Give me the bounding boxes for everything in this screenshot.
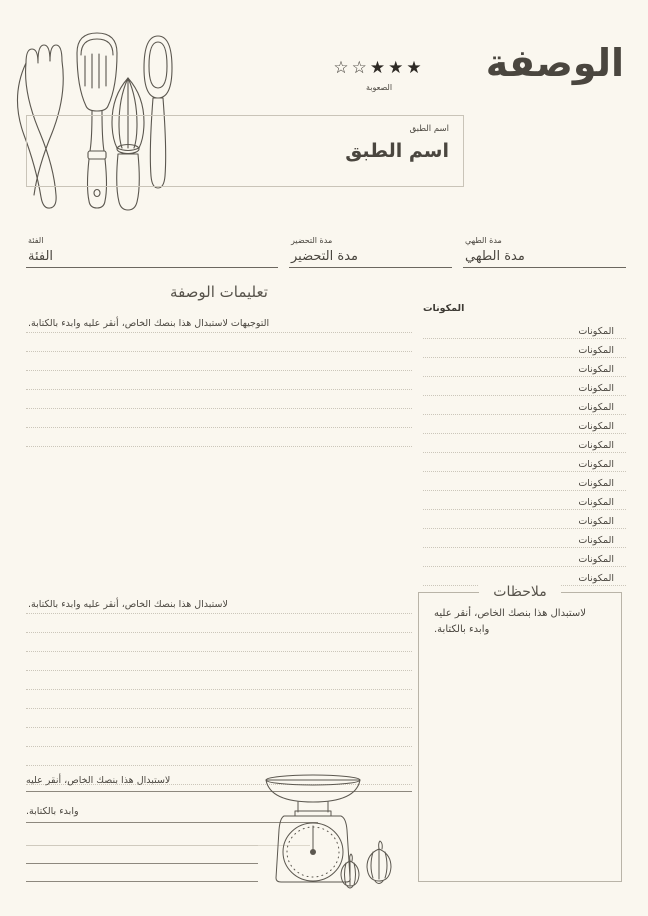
ingredient-row[interactable] [423, 529, 626, 548]
instructions-block-one[interactable] [26, 317, 412, 447]
instructions-writing-line[interactable] [26, 747, 412, 766]
ingredient-row[interactable] [423, 415, 626, 434]
field-cook-time-value[interactable]: مدة الطهي [463, 249, 626, 269]
difficulty-rating[interactable] [314, 60, 444, 92]
ingredient-label[interactable]: المكونات [578, 515, 614, 527]
instructions-writing-line[interactable] [26, 428, 412, 447]
instructions-writing-line[interactable] [26, 633, 412, 652]
field-prep-time-label: مدة التحضير [291, 236, 333, 245]
instructions-writing-line[interactable] [26, 352, 412, 371]
notes-box[interactable] [418, 584, 622, 882]
field-category[interactable] [26, 236, 278, 270]
ingredient-row[interactable] [423, 320, 626, 339]
ingredient-row[interactable] [423, 396, 626, 415]
star-empty-2[interactable]: ☆ [351, 58, 370, 78]
field-category-label: الفئة [28, 236, 44, 245]
star-empty-1[interactable]: ☆ [333, 58, 352, 78]
ingredient-label[interactable]: المكونات [578, 572, 614, 584]
ingredient-row[interactable] [423, 472, 626, 491]
bottom-line-two-text[interactable]: وابدء بالكتابة. [26, 806, 79, 817]
ingredient-row[interactable] [423, 339, 626, 358]
instructions-heading: تعليمات الوصفة [170, 283, 268, 301]
instructions-writing-line[interactable] [26, 671, 412, 690]
ingredient-label[interactable]: المكونات [578, 553, 614, 565]
instructions-block-one-text[interactable]: التوجيهات لاستبدال هذا بنصك الخاص، أنقر عليه وابدء بالكتابة. [26, 317, 412, 333]
field-prep-time[interactable] [289, 236, 452, 270]
ingredient-row[interactable] [423, 377, 626, 396]
ingredient-row[interactable] [423, 453, 626, 472]
dish-name-label: اسم الطبق [409, 124, 449, 134]
ingredient-label[interactable]: المكونات [578, 401, 614, 413]
ingredient-row[interactable] [423, 358, 626, 377]
instructions-block-two[interactable] [26, 598, 412, 785]
bottom-solid-line-4 [26, 863, 258, 864]
difficulty-label: الصعوبة [365, 83, 393, 92]
difficulty-stars[interactable] [314, 60, 444, 77]
star-filled-1[interactable]: ★ [369, 58, 389, 78]
ingredient-label[interactable]: المكونات [578, 534, 614, 546]
page-title: الوصفة [485, 41, 624, 85]
field-cook-time[interactable] [463, 236, 626, 270]
ingredients-list [423, 320, 626, 586]
instructions-writing-line[interactable] [26, 371, 412, 390]
notes-legend: ملاحظات [479, 582, 561, 602]
instructions-writing-line[interactable] [26, 333, 412, 352]
ingredient-label[interactable]: المكونات [578, 439, 614, 451]
instructions-block-two-text[interactable]: لاستبدال هذا بنصك الخاص، أنقر عليه وابدء بالكتابة. [26, 598, 412, 614]
field-prep-time-value[interactable]: مدة التحضير [289, 249, 452, 269]
star-filled-3[interactable]: ★ [406, 58, 425, 78]
ingredient-label[interactable]: المكونات [578, 477, 614, 489]
ingredient-label[interactable]: المكونات [578, 496, 614, 508]
instructions-writing-line[interactable] [26, 709, 412, 728]
ingredient-label[interactable]: المكونات [578, 344, 614, 356]
dish-name-value[interactable]: اسم الطبق [345, 140, 449, 162]
star-filled-2[interactable]: ★ [388, 58, 407, 78]
instructions-writing-line[interactable] [26, 614, 412, 633]
ingredient-label[interactable]: المكونات [578, 382, 614, 394]
ingredient-row[interactable] [423, 491, 626, 510]
kitchen-utensils-illustration [14, 8, 182, 220]
bottom-line-one-text[interactable]: لاستبدال هذا بنصك الخاص، أنقر عليه [26, 775, 171, 786]
instructions-writing-line[interactable] [26, 690, 412, 709]
ingredients-heading: المكونات [423, 303, 465, 314]
ingredient-row[interactable] [423, 434, 626, 453]
ingredient-row[interactable] [423, 510, 626, 529]
bottom-solid-line-5 [26, 881, 258, 882]
ingredient-label[interactable]: المكونات [578, 458, 614, 470]
instructions-writing-line[interactable] [26, 390, 412, 409]
notes-text[interactable]: لاستبدال هذا بنصك الخاص، أنقر عليه وابدء بالكتابة. [434, 608, 586, 635]
instructions-writing-line[interactable] [26, 728, 412, 747]
instructions-writing-line[interactable] [26, 409, 412, 428]
ingredient-row[interactable] [423, 548, 626, 567]
bottom-solid-line-3 [26, 845, 258, 846]
field-cook-time-label: مدة الطهي [465, 236, 502, 245]
ingredient-label[interactable]: المكونات [578, 363, 614, 375]
ingredient-label[interactable]: المكونات [578, 420, 614, 432]
field-category-value[interactable]: الفئة [26, 249, 278, 269]
instructions-writing-line[interactable] [26, 652, 412, 671]
ingredient-label[interactable]: المكونات [578, 325, 614, 337]
kitchen-scale-garlic-illustration [262, 768, 412, 894]
dish-name-box[interactable] [26, 115, 464, 187]
